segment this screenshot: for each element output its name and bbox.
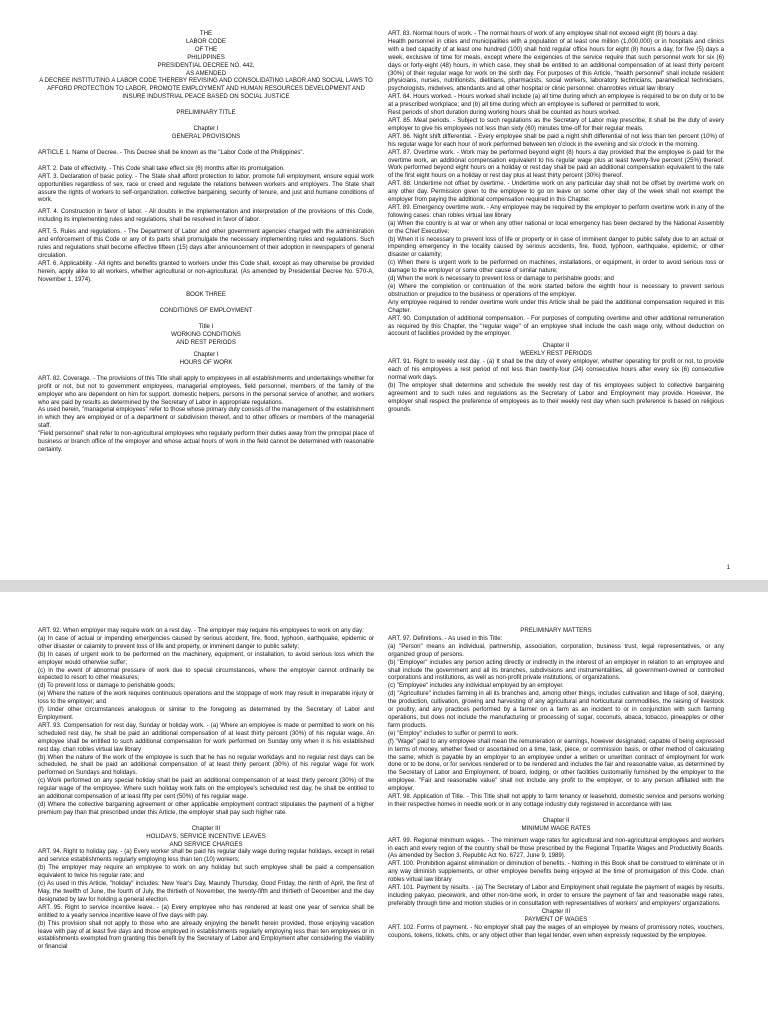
article-97: ART. 97. Definitions. - As used in this Title: [388, 634, 503, 642]
article-89-item: (b) When it is necessary to prevent loss of life or property or in case of imminent danger to public safety due to an actual or impending emergency in the locality caused by serious accidents, fire, flood, typhoon, earthquake, epidemic, or other disaster or calamity; [388, 235, 724, 259]
chapter-heading: Chapter I [193, 351, 219, 358]
page-number: 1 [726, 565, 730, 571]
title-heading: Title I [198, 323, 214, 331]
title-line: AS AMENDED [186, 69, 226, 77]
chapter-title: AND SERVICE CHARGES [169, 840, 243, 848]
article-82-paragraph: As used herein, "managerial employees" refer to those whose primary duty consists of the management of the establishment in which they are employed or of a department or subdivision thereof, and to other officers or members of the managerial staff. [38, 406, 374, 430]
article-88: ART. 88. Undertime not offset by overtime. - Undertime work on any particular day shall not be offset by overtime work on any other day. Permission given to the employee to go on leave on some other day of the week shall not exempt the employer from paying the additional compensation required in this Chapter. [388, 180, 724, 204]
article-92-item: (d) To prevent loss or damage to perishable goods; [38, 682, 176, 690]
article-97-item: (c) "Employee" includes any individual employed by an employer. [388, 682, 564, 690]
title-name: WORKING CONDITIONS [171, 331, 241, 339]
article-84: ART. 84. Hours worked. - Hours worked shall include (a) all time during which an employee is required to be on duty or to be at a prescribed workplace; and (b) all time during which an employee is suffered or permitted to work. [388, 93, 724, 109]
article-97-item: (a) "Person" means an individual, partnership, association, corporation, business trust, legal representatives, or any organized group of persons. [388, 642, 724, 658]
article-3: ART. 3. Declaration of basic policy. - The State shall afford protection to labor, promote full employment, ensure equal work opportunities regardless of sex, race or creed and regulate the relations between workers and employers. The State shall assure the rights of workers to self-organization, collective bargaining, security of tenure, and just and humane conditions of work. [38, 172, 374, 204]
article-2: ART. 2. Date of effectivity. - This Code shall take effect six (6) months after its promulgation. [38, 164, 285, 172]
article-92-item: (b) In cases of urgent work to be performed on the machinery, equipment, or installation, to avoid serious loss which the employer would otherwise suffer; [38, 650, 374, 666]
article-94-item: (b) The employer may require an employee to work on any holiday but such employee shall be paid a compensation equivalent to twice his regular rate; and [38, 864, 374, 880]
title-line: OF THE [194, 45, 218, 53]
chapter-heading: Chapter III [191, 824, 221, 832]
chapter-heading: Chapter II [542, 342, 570, 350]
article-85: ART. 85. Meal periods. - Subject to such regulations as the Secretary of Labor may prescribe, it shall be the duty of every employer to give his employees not less than sixty (60) minutes time-off for their regular meals. [388, 116, 724, 132]
article-97-item: (f) "Wage" paid to any employee shall mean the remuneration or earnings, however designated, capable of being expressed in terms of money, whether fixed or ascertained on a time, task, piece, or commission basis, or other method of calculating the same, which is payable by an employer to an employee under a written or unwritten contract of employment for work done or to be done, or for services rendered or to be rendered and includes the fair and reasonable value, as determined by the Secretary of Labor and Employment, of board, lodging, or other facilities customarily furnished by the employer to the employee. "Fair and reasonable value" shall not include any profit to the employer, or to any person affiliated with the employer. [388, 737, 724, 793]
article-102: ART. 102. Forms of payment. - No employer shall pay the wages of an employee by means of promissory notes, vouchers, coupons, tokens, tickets, chits, or any object other than legal tender, even when expressly requested by the employee. [388, 923, 724, 939]
article-91: ART. 91. Right to weekly rest day. - (a) It shall be the duty of every employer, whether operating for profit or not, to provide each of his employees a rest period of not less than twenty-four (24) consecutive hours after every six (6) consecutive normal work days. [388, 358, 724, 381]
article-4: ART. 4. Construction in favor of labor. - All doubts in the implementation and interpretation of the provisions of this Code, including its implementing rules and regulations, shall be resolved in favor of labor. [38, 208, 374, 224]
title-line: THE [199, 30, 213, 37]
article-94-item: (c) As used in this Article, "holiday" includes: New Year's Day, Maundy Thursday, Good Friday, the ninth of April, the first of May, the twelfth of June, the fourth of July, the thirtieth of November, the twenty-fifth and thirtieth of December and the day designated by law for holding a general election. [38, 880, 374, 903]
article-93-item: (c) Work performed on any special holiday shall be paid an additional compensation of at least thirty percent (30%) of the regular wage of the employee. Where such holiday work falls on the employee's scheduled rest day, he shall be entitled to an additional compensation of at least fifty per cent (50%) of his regular wage. [38, 777, 374, 801]
preliminary-title-heading: PRELIMINARY TITLE [176, 109, 236, 117]
chapter-title: HOLIDAYS, SERVICE INCENTIVE LEAVES [146, 832, 266, 840]
article-89-item: (c) When there is urgent work to be performed on machines, installations, or equipment, in order to avoid serious loss or damage to the employer or some other cause of similar nature; [388, 259, 724, 275]
article-93-item: (b) When the nature of the work of the employee is such that he has no regular workdays and no regular rest days can be scheduled, he shall be paid an additional compensation of at least thirty percent (30%) of his regular wage for work performed on Sundays and holidays. [38, 753, 374, 777]
chapter-title: WEEKLY REST PERIODS [520, 350, 592, 358]
article-83-paragraph: Health personnel in cities and municipalities with a population of at least one million (1,000,000) or in hospitals and clinics with a bed capacity of at least one hundred (100) shall hold regular office hours for eight (8) hours a day, for five (5) days a week, exclusive of time for meals, except where the exigencies of the service require that such personnel work for six (6) days or forty-eight (48) hours, in which case, they shall be entitled to an additional compensation of at least thirty percent (30%) of their regular wage for work on the sixth day. For purposes of this Article, "health personnel" shall include resident physicians, nurses, nutritionists, dietitians, pharmacists, social workers, laboratory technicians, paramedical technicians, psychologists, midwives, attendants and all other hospital or clinic personnel. chanrobles virtual law library [388, 37, 724, 93]
page1-right-column [388, 30, 724, 414]
article-99: ART. 99. Regional minimum wages. - The minimum wage rates for agricultural and non-agricultural employees and workers in each and every region of the country shall be those prescribed by the Regional Tripartite Wages and Productivity Boards. (As amended by Section 3, Republic Act No. 6727, June 9, 1989). [388, 836, 724, 860]
article-94: ART. 94. Right to holiday pay. - (a) Every worker shall be paid his regular daily wage during regular holidays, except in retail and service establishments regularly employing less than ten (10) workers; [38, 848, 374, 864]
article-93: ART. 93. Compensation for rest day, Sunday or holiday work. - (a) Where an employee is made or permitted to work on his scheduled rest day, he shall be paid an additional compensation of at least thirty percent (30%) of his regular wage. An employee shall be entitled to such additional compensation for work performed on Sunday only when it is his established rest day. chan robles virtual law library [38, 721, 374, 753]
article-100: ART. 100. Prohibition against elimination or diminution of benefits. - Nothing in this Book shall be construed to eliminate or in any way diminish supplements, or other employee benefits being enjoyed at the time of promulgation of this Code. chan robles virtual law library [388, 860, 724, 884]
article-89-item: (a) When the country is at war or when any other national or local emergency has been declared by the National Assembly or the Chief Executive; [388, 219, 724, 235]
article-83: ART. 83. Normal hours of work. - The normal hours of work of any employee shall not exceed eight (8) hours a day. [388, 30, 698, 37]
page-separator [0, 580, 768, 592]
title-line: PRESIDENTIAL DECREE NO. 442, [157, 61, 255, 69]
article-5: ART. 5. Rules and regulations. - The Department of Labor and other government agencies charged with the administration and enforcement of this Code or any of its parts shall promulgate the necessary implementing rules and regulations. Such rules and regulations shall become effective fifteen (15) days after announcement of their adoption in newspapers of general circulation. [38, 228, 374, 259]
article-97-item: (b) "Employer" includes any person acting directly or indirectly in the interest of an employer in relation to an employee and shall include the government and all its branches, subdivisions and instrumentalities, all government-owned or controlled corporations and institutions, as well as non-profit private institutions, or organizations. [388, 658, 724, 682]
book-title: CONDITIONS OF EMPLOYMENT [159, 307, 253, 315]
article-97-item: (d) "Agriculture" includes farming in all its branches and, among other things, includes cultivation and tillage of soil, dairying, the production, cultivation, growing and harvesting of any agricultural and horticultural commodities, the raising of livestock or poultry, and any practices performed by a farmer on a farm as an incident to or in conjunction with such farming operations, but does not include the manufacturing or processing of sugar, coconuts, abaca, tobacco, pineapples or other farm products. [388, 690, 724, 729]
article-89: ART. 89. Emergency overtime work. - Any employee may be required by the employer to perform overtime work in any of the following cases: chan robles virtual law library [388, 203, 724, 219]
article-82-paragraph: "Field personnel" shall refer to non-agricultural employees who regularly perform their duties away from the principal place of business or branch office of the employer and whose actual hours of work in the field cannot be determined with reasonable certainty. [38, 430, 374, 453]
article-91-paragraph: (b) The employer shall determine and schedule the weekly rest day of his employees subject to collective bargaining agreement and to such rules and regulations as the Secretary of Labor and Employment may provide. However, the employer shall respect the preference of employees as to their weekly rest day when such preference is based on religious grounds. [388, 381, 724, 413]
page1-left-column [38, 30, 374, 454]
chapter-heading: Chapter III [541, 907, 571, 915]
article-82: ART. 82. Coverage. - The provisions of this Title shall apply to employees in all establishments and undertakings whether for profit or not, but not to government employees, managerial employees, field personnel, members of the family of the employer who are dependent on him for support, domestic helpers, persons in the personal service of another, and workers who are paid by results as determined by the Secretary of Labor in appropriate regulations. [38, 374, 374, 406]
document-page-2 [0, 592, 768, 1024]
article-101: ART. 101. Payment by results. - (a) The Secretary of Labor and Employment shall regulate the payment of wages by results, including pakyao, piecework, and other non-time work, in order to ensure the payment of fair and reasonable wage rates, preferably through time and motion studies or in consultation with representatives of workers' and employers' organizations. [388, 884, 724, 907]
article-89-item: (e) Where the completion or continuation of the work started before the eighth hour is necessary to prevent serious obstruction or prejudice to the business or operations of the employer. [388, 283, 724, 298]
title-line: LABOR CODE [186, 37, 226, 45]
chapter-heading: Chapter II [542, 816, 570, 824]
article-92-item: (f) Under other circumstances analogous or similar to the foregoing as determined by the Secretary of Labor and Employment. [38, 706, 374, 721]
decree-subtitle: A DECREE INSTITUTING A LABOR CODE THEREBY REVISING AND CONSOLIDATING LABOR AND SOCIAL LAWS TO AFFORD PROTECTION TO LABOR, PROMOTE EMPLOYMENT AND HUMAN RESOURCES DEVELOPMENT AND INSURE INDUSTRIAL PEACE BASED ON SOCIAL JUSTICE [39, 77, 373, 101]
article-89-item: (d) When the work is necessary to prevent loss or damage to perishable goods; and [388, 275, 614, 283]
section-heading: PRELIMINARY MATTERS [520, 627, 592, 634]
article-87: ART. 87. Overtime work. - Work may be performed beyond eight (8) hours a day provided that the employee is paid for the overtime work, an additional compensation equivalent to his regular wage plus at least twenty-five percent (25%) thereof. Work performed beyond eight hours on a holiday or rest day shall be paid an additional compensation equivalent to the rate of the first eight hours on a holiday or rest day plus at least thirty percent (30%) thereof. [388, 148, 724, 180]
page2-left-column [38, 627, 374, 951]
article-92-item: (c) In the event of abnormal pressure of work due to special circumstances, where the employer cannot ordinarily be expected to resort to other measures; [38, 666, 374, 682]
code-title [38, 30, 374, 77]
chapter-title: MINIMUM WAGE RATES [521, 824, 591, 832]
article-90: ART. 90. Computation of additional compensation. - For purposes of computing overtime and other additional remuneration as required by this Chapter, the "regular wage" of an employee shall include the cash wage only, without deduction on account of facilities provided by the employer. [388, 314, 724, 338]
title-name: AND REST PERIODS [176, 339, 236, 347]
chapter-heading: Chapter I [193, 125, 219, 133]
book-heading: BOOK THREE [186, 291, 226, 299]
article-84-paragraph: Rest periods of short duration during working hours shall be counted as hours worked. [388, 109, 621, 117]
title-line: PHILIPPINES [187, 53, 225, 61]
article-86: ART. 86. Night shift differential. - Every employee shall be paid a night shift differential of not less than ten percent (10%) of his regular wage for each hour of work performed between ten o'clock in the evening and six o'clock in the morning. [388, 132, 724, 148]
article-95-item: (b) This provision shall not apply to those who are already enjoying the benefit herein provided, those enjoying vacation leave with pay of at least five days and those employed in establishments regularly employing less than ten employees or in establishments exempted from granting this benefit by the Secretary of Labor and Employment after considering the viability or financial [38, 919, 374, 951]
article-92: ART. 92. When employer may require work on a rest day. - The employer may require his employees to work on any day: [38, 627, 364, 634]
article-93-item: (d) Where the collective bargaining agreement or other applicable employment contract stipulates the payment of a higher premium pay than that prescribed under this Article, the employer shall pay such higher rate. [38, 800, 374, 816]
article-92-item: (a) In case of actual or impending emergencies caused by serious accident, fire, flood, typhoon, earthquake, epidemic or other disaster or calamity to prevent loss of life and property, or imminent danger to public safety; [38, 634, 374, 650]
chapter-title: HOURS OF WORK [179, 358, 233, 366]
chapter-title: PAYMENT OF WAGES [524, 915, 588, 923]
page2-right-column [388, 627, 724, 939]
article-1: ARTICLE 1. Name of Decree. - This Decree shall be known as the "Labor Code of the Philippines". [38, 148, 305, 156]
article-6: ART. 6. Applicability. - All rights and benefits granted to workers under this Code shall, except as may otherwise be provided herein, apply alike to all workers, whether agricultural or non-agricultural. (As amended by Presidential Decree No. 570-A, November 1, 1974). [38, 259, 374, 283]
article-98: ART. 98. Application of Title. - This Title shall not apply to farm tenancy or leasehold, domestic service and persons working in their respective homes in needle work or in any cottage industry duly registered in accordance with law. [388, 793, 724, 808]
article-95: ART. 95. Right to service incentive leave. - (a) Every employee who has rendered at least one year of service shall be entitled to a yearly service incentive leave of five days with pay. [38, 903, 374, 919]
chapter-title: GENERAL PROVISIONS [171, 132, 241, 140]
article-97-item: (e) "Employ" includes to suffer or permit to work. [388, 729, 519, 737]
article-89-paragraph: Any employee required to render overtime work under this Article shall be paid the additional compensation required in this Chapter. [388, 298, 724, 314]
article-92-item: (e) Where the nature of the work requires continuous operations and the stoppage of work may result in irreparable injury or loss to the employer; and [38, 690, 374, 706]
